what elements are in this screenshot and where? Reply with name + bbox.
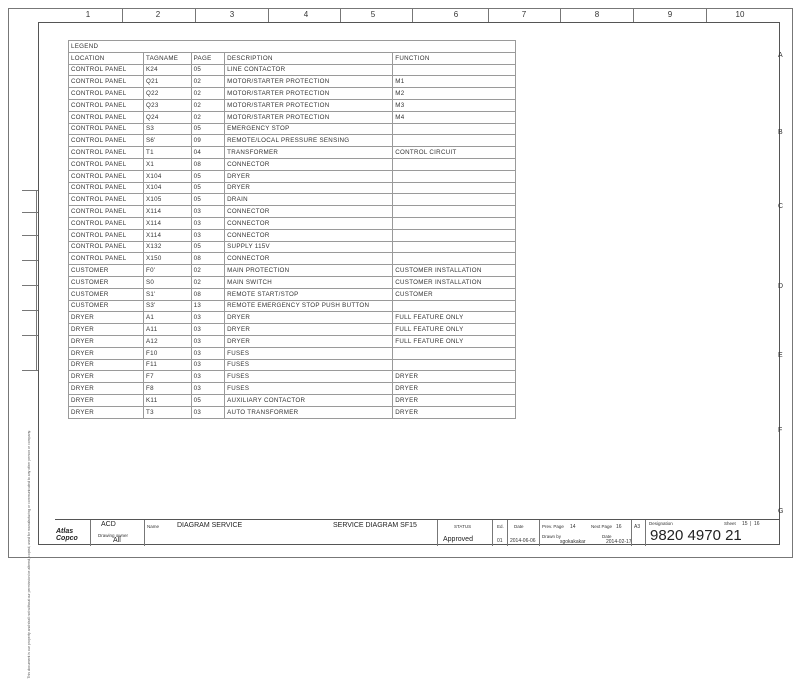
cell-tagname: A1 <box>144 312 192 324</box>
col-number: 5 <box>370 10 376 19</box>
legend-row <box>69 88 516 100</box>
cell-tagname: F11 <box>144 359 192 371</box>
cell-function: CUSTOMER INSTALLATION <box>393 276 516 288</box>
sheet-total: 16 <box>754 521 760 527</box>
cell-function <box>393 253 516 265</box>
legend-header-row <box>69 52 516 64</box>
cell-tagname: S0 <box>144 276 192 288</box>
cell-description: TRANSFORMER <box>225 147 393 159</box>
cell-tagname: X114 <box>144 217 192 229</box>
cell-page: 05 <box>191 394 225 406</box>
cell-function: M3 <box>393 99 516 111</box>
cell-description: FUSES <box>225 383 393 395</box>
cell-description: DRYER <box>225 182 393 194</box>
drawing-owner: All <box>113 537 121 544</box>
cell-location: CONTROL PANEL <box>69 194 144 206</box>
row-letter: A <box>778 52 783 59</box>
cell-description: DRAIN <box>225 194 393 206</box>
cell-description: FUSES <box>225 347 393 359</box>
company-cell <box>90 520 144 546</box>
company: ACD <box>101 521 116 528</box>
cell-tagname: T3 <box>144 406 192 418</box>
cell-page: 05 <box>191 123 225 135</box>
cell-location: CONTROL PANEL <box>69 111 144 123</box>
cell-function <box>393 170 516 182</box>
cell-location: CONTROL PANEL <box>69 64 144 76</box>
col-divider <box>340 8 341 22</box>
legend-row <box>69 312 516 324</box>
col-number: 2 <box>155 10 161 19</box>
designation-label: Designation <box>649 521 673 526</box>
cell-description: CONNECTOR <box>225 229 393 241</box>
cell-function: M1 <box>393 76 516 88</box>
cell-description: DRYER <box>225 335 393 347</box>
cell-page: 08 <box>191 288 225 300</box>
cell-tagname: X114 <box>144 229 192 241</box>
cell-page: 05 <box>191 170 225 182</box>
cell-location: DRYER <box>69 371 144 383</box>
cell-description: MAIN SWITCH <box>225 276 393 288</box>
cell-page: 02 <box>191 111 225 123</box>
cell-tagname: Q21 <box>144 76 192 88</box>
cell-description: DRYER <box>225 324 393 336</box>
legend-row <box>69 383 516 395</box>
date-cell <box>507 520 539 546</box>
cell-function: DRYER <box>393 383 516 395</box>
legend-row <box>69 111 516 123</box>
cell-location: CONTROL PANEL <box>69 158 144 170</box>
cell-function: FULL FEATURE ONLY <box>393 324 516 336</box>
cell-location: DRYER <box>69 335 144 347</box>
cell-tagname: S6' <box>144 135 192 147</box>
legend-row <box>69 76 516 88</box>
cell-tagname: Q24 <box>144 111 192 123</box>
legend-row <box>69 241 516 253</box>
date2: 2014-02-17 <box>606 539 632 545</box>
legend-row <box>69 206 516 218</box>
legend-row <box>69 253 516 265</box>
cell-page: 05 <box>191 64 225 76</box>
edition-label: Ed. <box>497 524 504 529</box>
copyright-note: This document is our property and shall not without our permission be altered, copied, used for manufacturing or communicated to any other person or company. <box>27 430 31 679</box>
left-margin-marks <box>22 190 38 370</box>
row-letter: C <box>778 203 784 210</box>
cell-page: 05 <box>191 182 225 194</box>
cell-description: MAIN PROTECTION <box>225 265 393 277</box>
cell-page: 03 <box>191 359 225 371</box>
cell-tagname: X1 <box>144 158 192 170</box>
legend-row <box>69 371 516 383</box>
title-block <box>55 519 780 546</box>
cell-description: MOTOR/STARTER PROTECTION <box>225 88 393 100</box>
cell-page: 03 <box>191 217 225 229</box>
cell-location: CONTROL PANEL <box>69 123 144 135</box>
cell-location: DRYER <box>69 394 144 406</box>
cell-page: 05 <box>191 241 225 253</box>
row-letter: G <box>778 508 784 515</box>
column-numbers <box>38 10 780 22</box>
header-function: FUNCTION <box>393 52 516 64</box>
col-number: 6 <box>453 10 459 19</box>
cell-description: EMERGENCY STOP <box>225 123 393 135</box>
drawn-by: sgokakakar <box>560 539 586 545</box>
legend-row <box>69 335 516 347</box>
cell-function: CONTROL CIRCUIT <box>393 147 516 159</box>
company-logo: Atlas Copco <box>56 528 78 542</box>
drawing-name: DIAGRAM SERVICE <box>177 522 243 529</box>
cell-page: 02 <box>191 276 225 288</box>
col-divider <box>412 8 413 22</box>
cell-location: CONTROL PANEL <box>69 135 144 147</box>
legend-row <box>69 217 516 229</box>
status-label: STATUS <box>454 524 472 529</box>
legend-row <box>69 265 516 277</box>
cell-function: CUSTOMER INSTALLATION <box>393 265 516 277</box>
cell-location: CUSTOMER <box>69 300 144 312</box>
status-cell <box>437 520 492 546</box>
cell-page: 03 <box>191 229 225 241</box>
col-divider <box>488 8 489 22</box>
pages-cell <box>539 520 637 546</box>
cell-description: SUPPLY 115V <box>225 241 393 253</box>
cell-description: AUTO TRANSFORMER <box>225 406 393 418</box>
designation: 9820 4970 21 <box>650 527 742 544</box>
cell-location: CUSTOMER <box>69 265 144 277</box>
legend-table <box>68 40 516 419</box>
date2-label: Date <box>602 534 612 539</box>
cell-location: CONTROL PANEL <box>69 229 144 241</box>
drawn-by-label: Drawn by <box>542 534 562 539</box>
legend-row <box>69 229 516 241</box>
legend-row <box>69 347 516 359</box>
edition-cell <box>492 520 507 546</box>
header-tagname: TAGNAME <box>144 52 192 64</box>
sheet-label: Sheet <box>724 521 736 526</box>
cell-tagname: K11 <box>144 394 192 406</box>
row-letter: B <box>778 129 783 136</box>
cell-location: DRYER <box>69 359 144 371</box>
name-label: Name <box>147 524 160 529</box>
col-number: 3 <box>229 10 235 19</box>
cell-function <box>393 182 516 194</box>
cell-tagname: T1 <box>144 147 192 159</box>
legend-title: LEGEND <box>69 41 516 53</box>
cell-description: CONNECTOR <box>225 158 393 170</box>
row-letter: D <box>778 283 784 290</box>
col-divider <box>633 8 634 22</box>
cell-location: CONTROL PANEL <box>69 88 144 100</box>
next-page-label: Next Page <box>591 524 613 529</box>
legend-row <box>69 64 516 76</box>
date: 2014-06-06 <box>510 538 536 544</box>
cell-description: REMOTE EMERGENCY STOP PUSH BUTTON <box>225 300 393 312</box>
header-description: DESCRIPTION <box>225 52 393 64</box>
cell-function: DRYER <box>393 394 516 406</box>
sheet-size: A3 <box>634 524 641 530</box>
cell-page: 02 <box>191 76 225 88</box>
cell-tagname: Q23 <box>144 99 192 111</box>
legend-row <box>69 182 516 194</box>
col-number: 10 <box>735 10 745 19</box>
cell-page: 02 <box>191 99 225 111</box>
col-divider <box>195 8 196 22</box>
cell-tagname: S3 <box>144 123 192 135</box>
cell-function: CUSTOMER <box>393 288 516 300</box>
cell-description: REMOTE START/STOP <box>225 288 393 300</box>
legend-row <box>69 406 516 418</box>
sheet-separator: | <box>750 521 752 527</box>
cell-function: M4 <box>393 111 516 123</box>
cell-location: CONTROL PANEL <box>69 217 144 229</box>
col-divider <box>122 8 123 22</box>
cell-description: CONNECTOR <box>225 217 393 229</box>
cell-function <box>393 206 516 218</box>
cell-tagname: X104 <box>144 170 192 182</box>
cell-location: CUSTOMER <box>69 276 144 288</box>
legend-row <box>69 194 516 206</box>
cell-function <box>393 217 516 229</box>
legend-row <box>69 123 516 135</box>
cell-location: CONTROL PANEL <box>69 182 144 194</box>
cell-description: LINE CONTACTOR <box>225 64 393 76</box>
date-label: Date <box>514 524 524 529</box>
cell-function: FULL FEATURE ONLY <box>393 312 516 324</box>
cell-page: 03 <box>191 335 225 347</box>
cell-function <box>393 158 516 170</box>
cell-function <box>393 229 516 241</box>
cell-tagname: X132 <box>144 241 192 253</box>
cell-description: REMOTE/LOCAL PRESSURE SENSING <box>225 135 393 147</box>
cell-tagname: X105 <box>144 194 192 206</box>
designation-cell <box>645 520 780 546</box>
cell-function <box>393 359 516 371</box>
cell-description: MOTOR/STARTER PROTECTION <box>225 111 393 123</box>
cell-location: CONTROL PANEL <box>69 99 144 111</box>
next-page: 16 <box>616 524 622 530</box>
cell-tagname: F0' <box>144 265 192 277</box>
legend-row <box>69 394 516 406</box>
legend-row <box>69 359 516 371</box>
cell-location: DRYER <box>69 324 144 336</box>
row-letter: F <box>778 427 783 434</box>
legend-row <box>69 324 516 336</box>
cell-function <box>393 135 516 147</box>
cell-function: DRYER <box>393 406 516 418</box>
cell-function <box>393 194 516 206</box>
cell-page: 08 <box>191 158 225 170</box>
cell-description: DRYER <box>225 170 393 182</box>
col-divider <box>268 8 269 22</box>
prev-page-label: Prev. Page <box>542 524 564 529</box>
legend-row <box>69 170 516 182</box>
cell-tagname: Q22 <box>144 88 192 100</box>
cell-page: 03 <box>191 406 225 418</box>
cell-description: CONNECTOR <box>225 253 393 265</box>
cell-tagname: F10 <box>144 347 192 359</box>
cell-function: M2 <box>393 88 516 100</box>
cell-location: CUSTOMER <box>69 288 144 300</box>
cell-tagname: K24 <box>144 64 192 76</box>
cell-location: DRYER <box>69 347 144 359</box>
cell-tagname: F7 <box>144 371 192 383</box>
cell-function: DRYER <box>393 371 516 383</box>
cell-page: 03 <box>191 347 225 359</box>
prev-page: 14 <box>570 524 576 530</box>
cell-location: CONTROL PANEL <box>69 76 144 88</box>
cell-function <box>393 64 516 76</box>
legend-row <box>69 300 516 312</box>
legend-row <box>69 158 516 170</box>
cell-page: 03 <box>191 312 225 324</box>
row-letter: E <box>778 352 783 359</box>
cell-page: 03 <box>191 371 225 383</box>
cell-description: DRYER <box>225 312 393 324</box>
cell-location: CONTROL PANEL <box>69 253 144 265</box>
cell-page: 03 <box>191 324 225 336</box>
cell-description: FUSES <box>225 371 393 383</box>
col-number: 1 <box>85 10 91 19</box>
cell-function: FULL FEATURE ONLY <box>393 335 516 347</box>
cell-tagname: S1' <box>144 288 192 300</box>
cell-location: CONTROL PANEL <box>69 170 144 182</box>
cell-description: CONNECTOR <box>225 206 393 218</box>
cell-tagname: X150 <box>144 253 192 265</box>
document-title: SERVICE DIAGRAM SF15 <box>333 522 417 529</box>
header-page: PAGE <box>191 52 225 64</box>
cell-tagname: A11 <box>144 324 192 336</box>
col-number: 7 <box>521 10 527 19</box>
cell-page: 03 <box>191 383 225 395</box>
cell-description: AUXILIARY CONTACTOR <box>225 394 393 406</box>
cell-page: 04 <box>191 147 225 159</box>
size-cell <box>631 520 645 546</box>
logo-cell <box>55 520 90 546</box>
col-number: 9 <box>667 10 673 19</box>
col-number: 8 <box>594 10 600 19</box>
header-location: LOCATION <box>69 52 144 64</box>
cell-page: 02 <box>191 265 225 277</box>
status: Approved <box>443 536 473 543</box>
legend-row <box>69 147 516 159</box>
cell-function <box>393 241 516 253</box>
cell-page: 09 <box>191 135 225 147</box>
cell-location: CONTROL PANEL <box>69 241 144 253</box>
cell-tagname: F8 <box>144 383 192 395</box>
cell-function <box>393 123 516 135</box>
legend-row <box>69 288 516 300</box>
cell-location: DRYER <box>69 383 144 395</box>
edition: 01 <box>497 538 503 544</box>
cell-tagname: X104 <box>144 182 192 194</box>
cell-location: DRYER <box>69 312 144 324</box>
sheet-number: 15 <box>742 521 748 527</box>
col-number: 4 <box>303 10 309 19</box>
cell-description: FUSES <box>225 359 393 371</box>
cell-function <box>393 300 516 312</box>
cell-tagname: S3' <box>144 300 192 312</box>
cell-tagname: A12 <box>144 335 192 347</box>
cell-tagname: X114 <box>144 206 192 218</box>
col-divider <box>560 8 561 22</box>
cell-function <box>393 347 516 359</box>
cell-description: MOTOR/STARTER PROTECTION <box>225 76 393 88</box>
cell-page: 13 <box>191 300 225 312</box>
cell-location: CONTROL PANEL <box>69 147 144 159</box>
legend-row <box>69 99 516 111</box>
legend-row <box>69 276 516 288</box>
drawing-owner-label: Drawing owner <box>98 533 129 538</box>
cell-page: 03 <box>191 206 225 218</box>
cell-location: DRYER <box>69 406 144 418</box>
cell-description: MOTOR/STARTER PROTECTION <box>225 99 393 111</box>
col-divider <box>706 8 707 22</box>
cell-location: CONTROL PANEL <box>69 206 144 218</box>
cell-page: 08 <box>191 253 225 265</box>
cell-page: 05 <box>191 194 225 206</box>
cell-page: 02 <box>191 88 225 100</box>
legend-row <box>69 135 516 147</box>
